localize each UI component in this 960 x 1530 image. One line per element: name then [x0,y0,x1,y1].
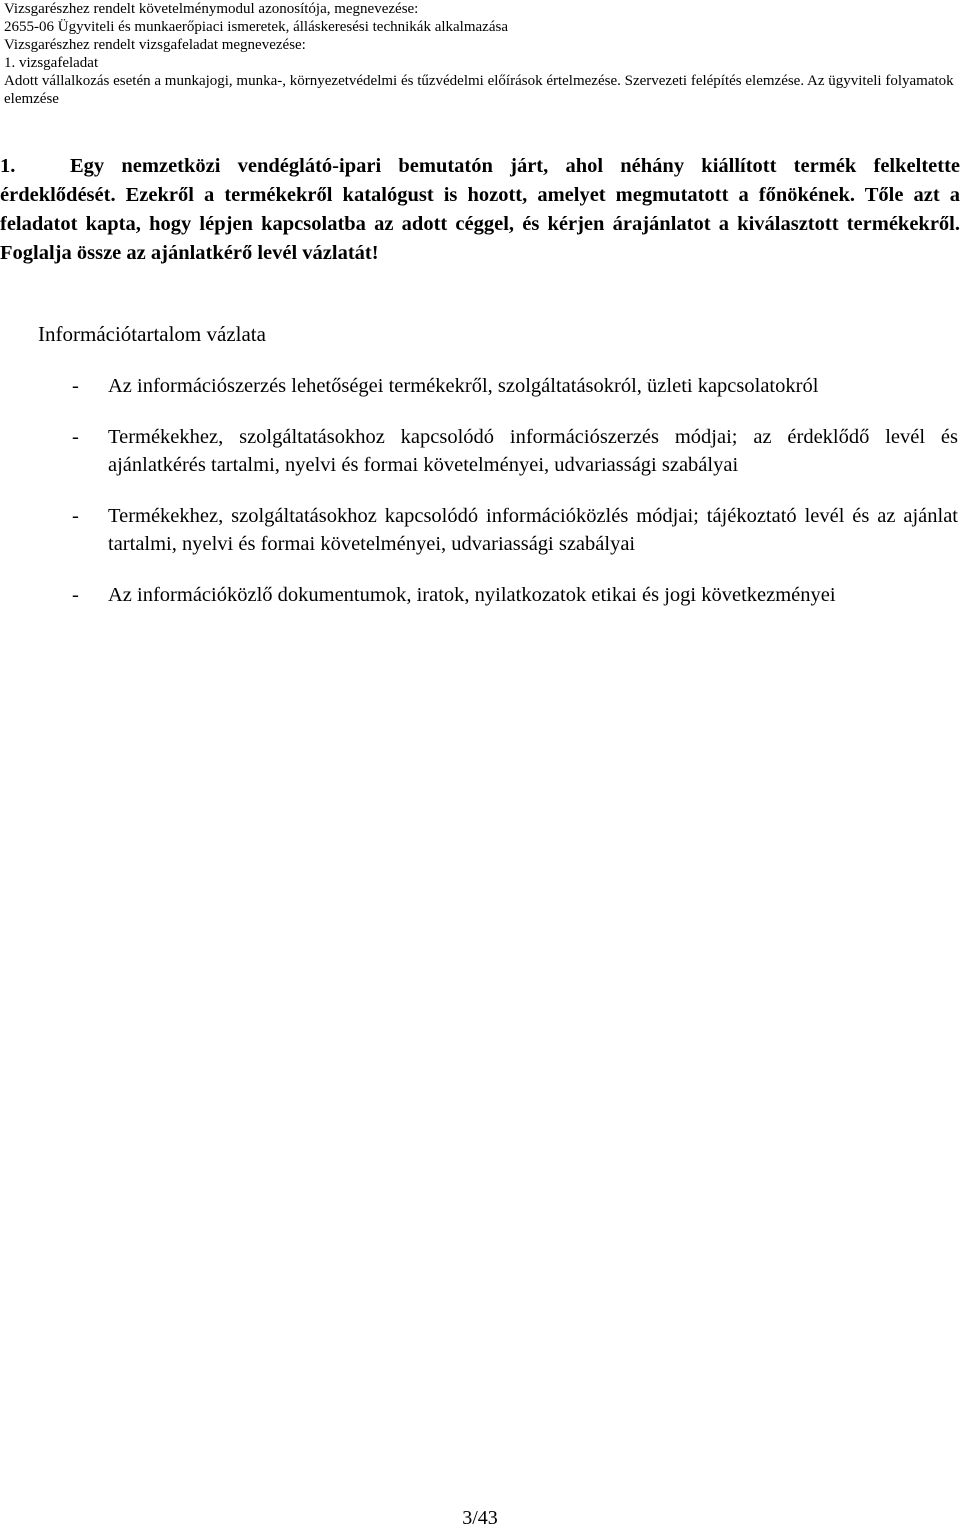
task-paragraph [0,152,960,268]
header-task-description: Adott vállalkozás esetén a munkajogi, munka-, környezetvédelmi és tűzvédelmi előírások értelmezése. Szervezeti felépítés elemzése. Az ügyviteli folyamatok elemzése [4,73,954,107]
header-task-number: 1. vizsgafeladat [4,55,99,71]
list-item-text: Termékekhez, szolgáltatásokhoz kapcsolódó információközlés módjai; tájékoztató levél és az ajánlat tartalmi, nyelvi és formai követelményei, udvariassági szabályai [108,505,958,555]
document-header [4,0,954,108]
list-item [72,423,958,479]
header-module-label: Vizsgarészhez rendelt követelménymodul azonosítója, megnevezése: [4,1,419,17]
list-item-text: Az információszerzés lehetőségei termékekről, szolgáltatásokról, üzleti kapcsolatokról [108,375,819,397]
list-item [72,502,958,558]
page-number: 3/43 [462,1507,498,1529]
info-outline-list [72,372,958,632]
bullet-dash: - [72,426,79,448]
list-item [72,372,958,400]
bullet-dash: - [72,584,79,606]
header-task-label: Vizsgarészhez rendelt vizsgafeladat megnevezése: [4,37,306,53]
info-outline-title: Információtartalom vázlata [38,322,266,346]
task-statement [0,152,960,268]
task-text: Egy nemzetközi vendéglátó-ipari bemutatón járt, ahol néhány kiállított termék felkeltette érdeklődését. Ezekről a termékekről katalógust is hozott, amelyet megmutatott a főnökének. Tőle azt a feladatot kapta, hogy lépjen kapcsolatba az adott céggel, és kérjen árajánlatot a kiválasztott termékekről. Foglalja össze az ajánlatkérő levél vázlatát! [0,155,960,264]
task-number: 1. [0,155,16,177]
list-item [72,581,958,609]
header-module-name: 2655-06 Ügyviteli és munkaerőpiaci ismeretek, álláskeresési technikák alkalmazása [4,19,508,35]
list-item-text: Termékekhez, szolgáltatásokhoz kapcsolódó információszerzés módjai; az érdeklődő levél és ajánlatkérés tartalmi, nyelvi és formai követelményei, udvariassági szabályai [108,426,958,476]
bullet-dash: - [72,375,79,397]
list-item-text: Az információközlő dokumentumok, iratok, nyilatkozatok etikai és jogi következményei [108,584,836,606]
bullet-dash: - [72,505,79,527]
